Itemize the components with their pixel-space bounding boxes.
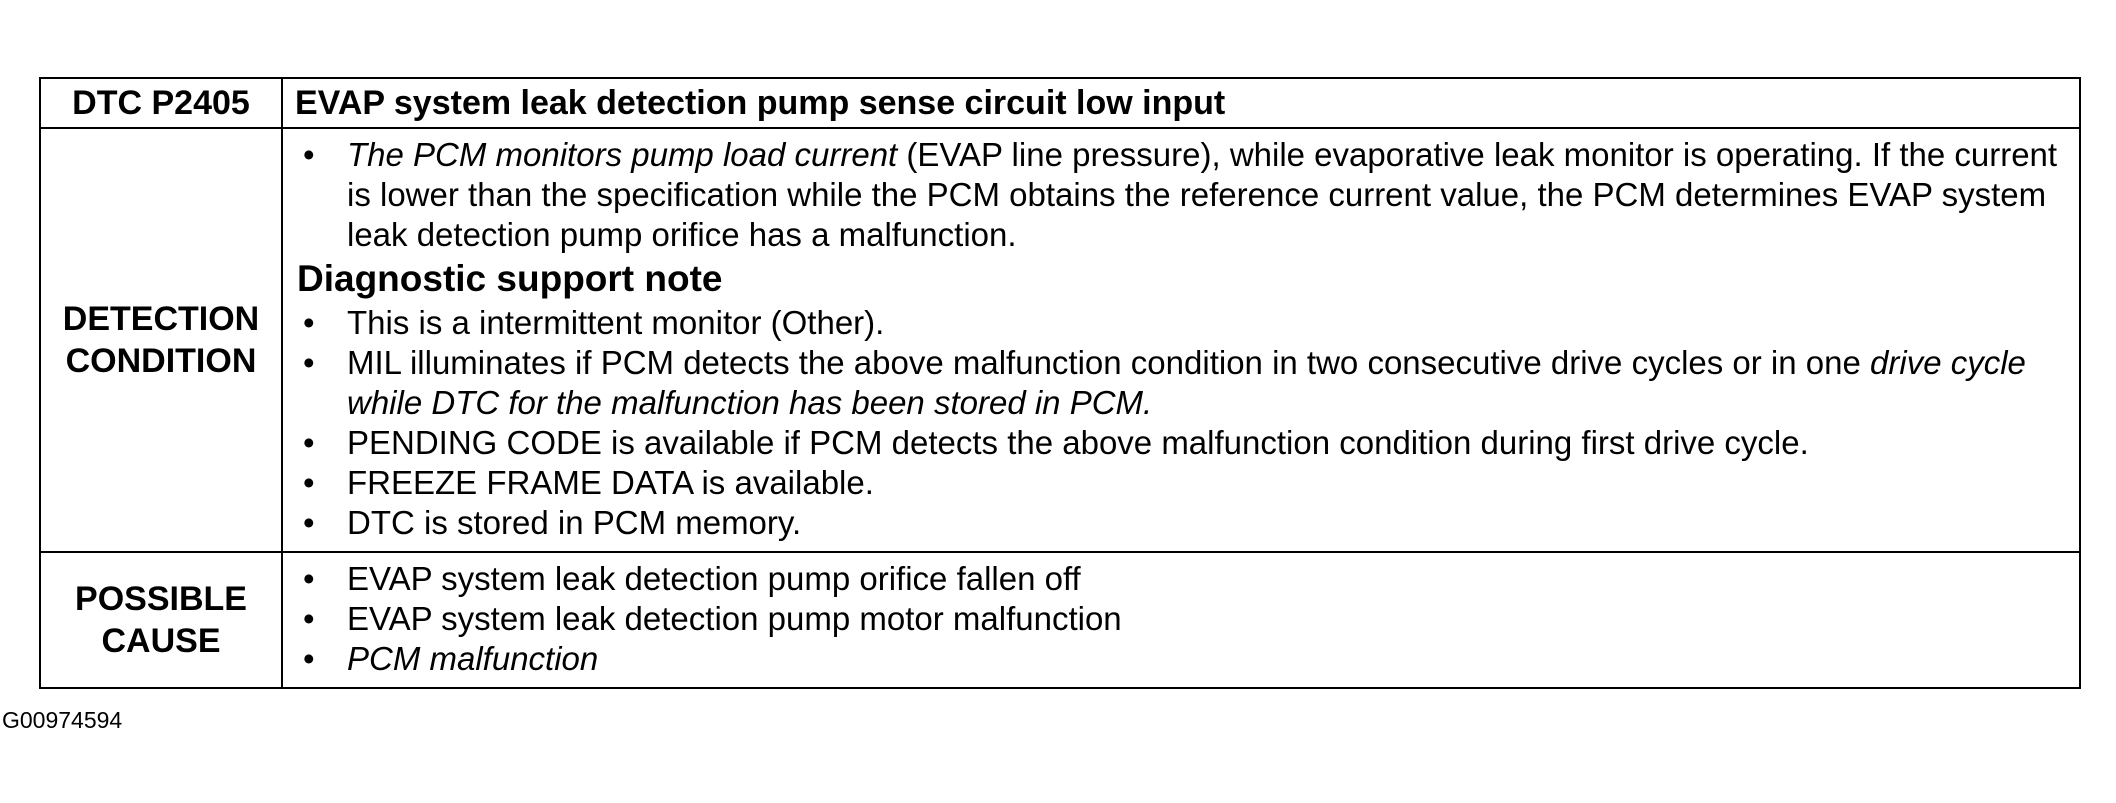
figure-code: G00974594 xyxy=(2,707,123,733)
note-italic-text: drive cycle while DTC for the malfunction has been stored in PCM. xyxy=(347,344,2026,421)
cause-item xyxy=(297,639,2069,679)
detection-intro-list xyxy=(297,135,2069,255)
cause-label-line1: POSSIBLE xyxy=(75,580,247,618)
note-item xyxy=(297,343,2069,423)
diagnostic-support-heading: Diagnostic support note xyxy=(297,258,723,299)
dtc-table xyxy=(39,77,2081,689)
cause-item xyxy=(297,559,2069,599)
cause-text: EVAP system leak detection pump orifice fallen off xyxy=(347,560,1081,597)
cause-label-line2: CAUSE xyxy=(101,622,221,660)
possible-cause-label xyxy=(40,552,282,688)
dtc-title: EVAP system leak detection pump sense circuit low input xyxy=(282,78,2080,128)
note-item xyxy=(297,463,2069,503)
detection-condition-label xyxy=(40,128,282,552)
cause-item xyxy=(297,599,2069,639)
cause-text: EVAP system leak detection pump motor malfunction xyxy=(347,600,1122,637)
note-item xyxy=(297,303,2069,343)
possible-cause-list xyxy=(297,559,2069,679)
note-text: PENDING CODE is available if PCM detects the above malfunction condition during first drive cycle. xyxy=(347,424,1809,461)
possible-cause-row xyxy=(40,552,2080,688)
detection-condition-content xyxy=(282,128,2080,552)
diagnostic-notes-list xyxy=(297,303,2069,543)
header-row xyxy=(40,78,2080,128)
detection-label-line2: CONDITION xyxy=(65,342,257,380)
note-text: FREEZE FRAME DATA is available. xyxy=(347,464,874,501)
cause-italic-text: PCM malfunction xyxy=(347,640,599,677)
dtc-code: DTC P2405 xyxy=(40,78,282,128)
note-item xyxy=(297,503,2069,543)
detection-label-line1: DETECTION xyxy=(62,300,260,338)
intro-rest-text: (EVAP line pressure), while evaporative leak monitor is operating. If the current is lower than the specification while the PCM obtains the reference current value, the PCM determines EVAP system leak detection pump orifice has a malfunction. xyxy=(347,136,2058,253)
note-item xyxy=(297,423,2069,463)
note-text: MIL illuminates if PCM detects the above malfunction condition in two consecutive drive cycles or in one xyxy=(347,344,1871,381)
possible-cause-content xyxy=(282,552,2080,688)
intro-italic-text: The PCM monitors pump load current xyxy=(347,136,898,173)
detection-intro-bullet xyxy=(297,135,2069,255)
note-text: This is a intermittent monitor (Other). xyxy=(347,304,885,341)
note-text: DTC is stored in PCM memory. xyxy=(347,504,802,541)
detection-condition-row xyxy=(40,128,2080,552)
